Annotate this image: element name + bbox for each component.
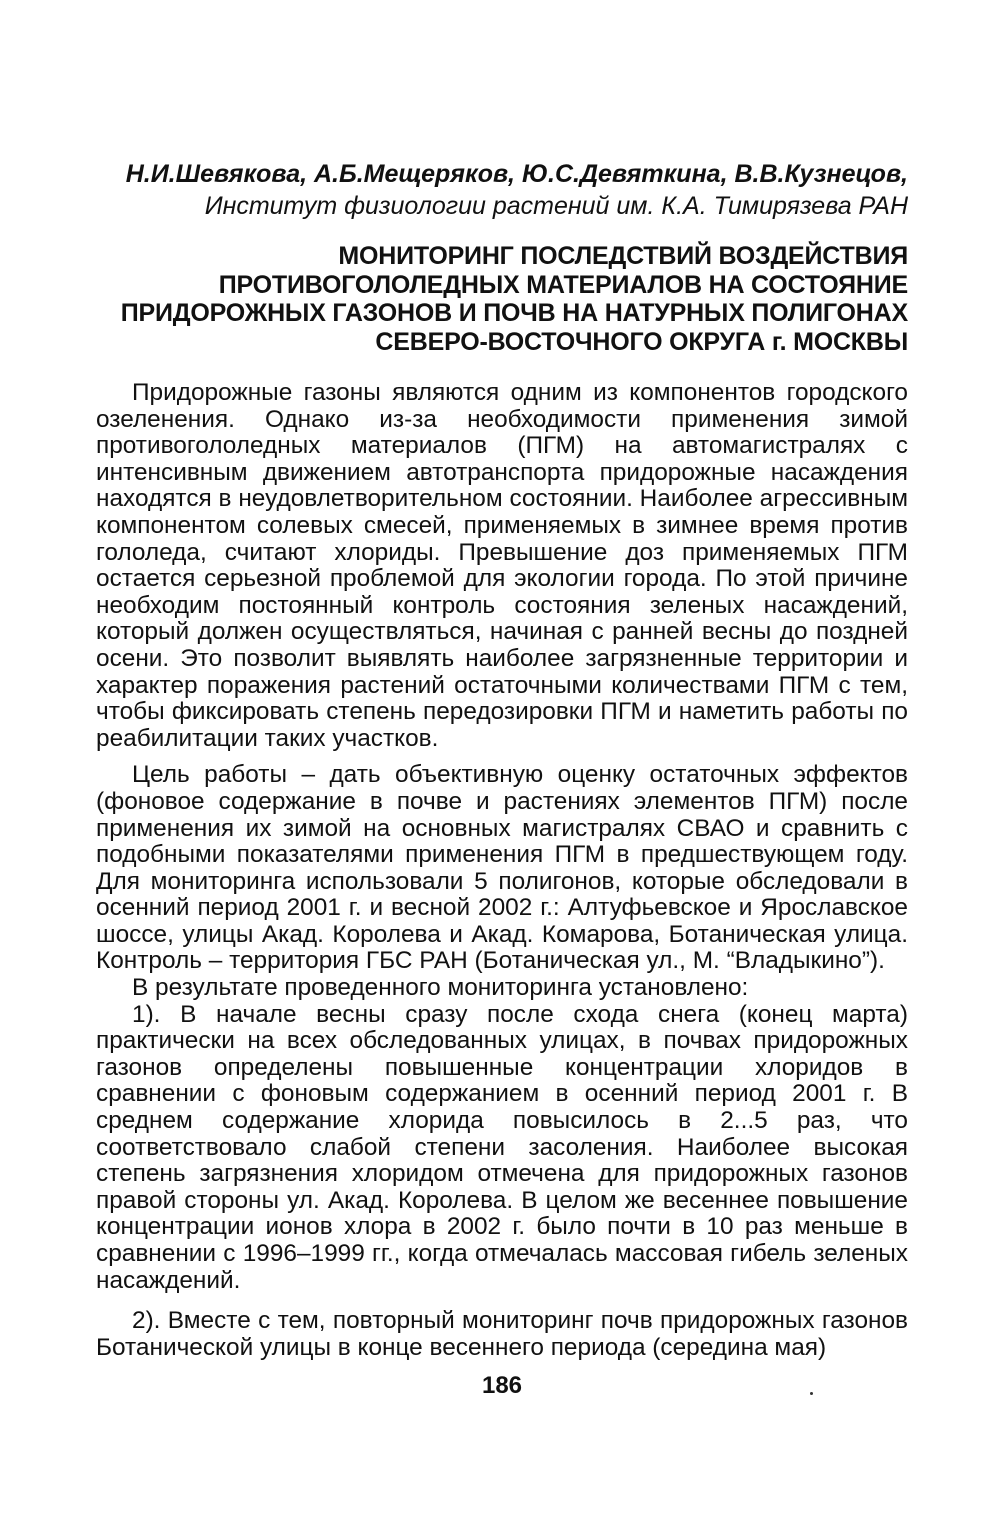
paragraph-result-1: 1). В начале весны сразу после схода снега (конец марта) практически на всех обследованных улицах, в почвах придорожных газонов определены повышенные концентрации хлоридов в сравнении с фоновым содержанием в осенний период 2001 г. В среднем содержание хлорида повысилось в 2...5 раз, что соответствовало слабой степени засоления. Наиболее высокая степень загрязнения хлоридом отмечена для придорожных газонов правой стороны ул. Акад. Королева. В целом же весеннее повышение концентрации ионов хлора в 2002 г. было почти в 10 раз меньше в сравнении с 1996–1999 гг., когда отмечалась массовая гибель зеленых насаждений. (96, 1000, 908, 1294)
article-body (96, 380, 908, 1361)
title-line: СЕВЕРО-ВОСТОЧНОГО ОКРУГА г. МОСКВЫ (375, 327, 908, 356)
paragraph-results-lead: В результате проведенного мониторинга установлено: (132, 974, 749, 1002)
title-line: ПРОТИВОГОЛОЛЕДНЫХ МАТЕРИАЛОВ НА СОСТОЯНИЕ (218, 270, 908, 299)
paragraph-result-2: 2). Вместе с тем, повторный мониторинг почв придорожных газонов Ботанической улицы в конце весеннего периода (середина мая) (96, 1307, 908, 1361)
author-block (100, 158, 908, 222)
paragraph-goal: Цель работы – дать объективную оценку остаточных эффектов (фоновое содержание в почве и растениях элементов ПГМ) после применения их зимой на основных магистралях СВАО и сравнить с подобными показателями применения ПГМ в предшествующем году. Для мониторинга использовали 5 полигонов, которые обследовали в осенний период 2001 г. и весной 2002 г.: Алтуфьевское и Ярославское шоссе, улицы Акад. Королева и Акад. Комарова, Ботаническая улица. Контроль – территория ГБС РАН (Ботаническая ул., М. “Владыкино”). (96, 761, 908, 975)
page-number: 186 (481, 1372, 523, 1399)
article-title (100, 242, 908, 356)
paragraph-intro: Придорожные газоны являются одним из компонентов городского озеленения. Однако из-за необходимости применения зимой противогололедных материалов (ПГМ) на автомагистралях с интенсивным движением автотранспорта придорожные насаждения находятся в неудовлетворительном состоянии. Наиболее агрессивным компонентом солевых смесей, применяемых в зимнее время против гололеда, считают хлориды. Превышение доз применяемых ПГМ остается серьезной проблемой для экологии города. По этой причине необходим постоянный контроль состояния зеленых насаждений, который должен осуществляться, начиная с ранней весны до поздней осени. Это позволит выявлять наиболее загрязненные территории и характер поражения растений остаточными количествами ПГМ с тем, чтобы фиксировать степень передозировки ПГМ и наметить работы по реабилитации таких участков. (96, 379, 908, 752)
author-names: Н.И.Шевякова, А.Б.Мещеряков, Ю.С.Девяткина, В.В.Кузнецов, (125, 160, 908, 188)
title-line: ПРИДОРОЖНЫХ ГАЗОНОВ И ПОЧВ НА НАТУРНЫХ ПОЛИГОНАХ (120, 299, 908, 327)
author-institute: Институт физиологии растений им. К.А. Тимирязева РАН (204, 192, 908, 220)
scan-speck (810, 1392, 813, 1395)
title-line: МОНИТОРИНГ ПОСЛЕДСТВИЙ ВОЗДЕЙСТВИЯ (338, 242, 908, 270)
